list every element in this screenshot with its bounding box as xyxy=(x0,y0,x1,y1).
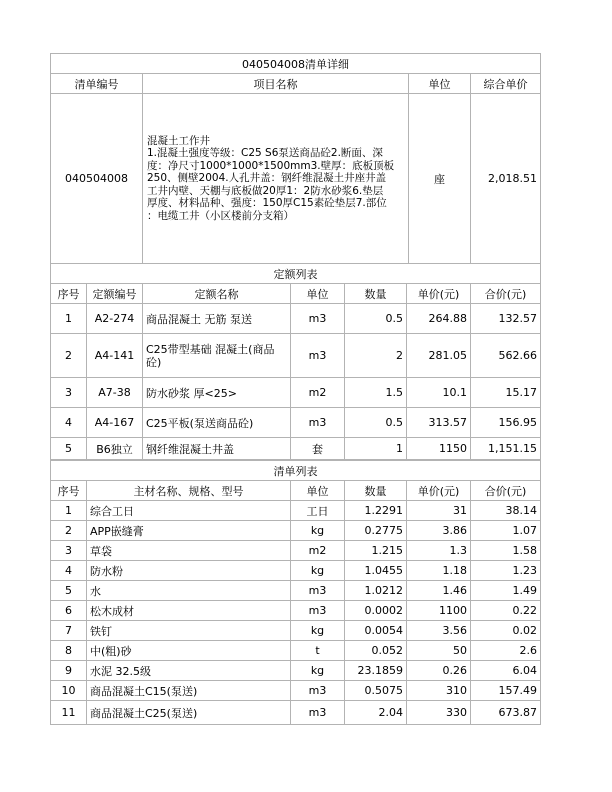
cell-name: 钢纤维混凝土井盖 xyxy=(143,438,291,460)
cell-name: 商品混凝土C25(泵送) xyxy=(87,701,291,725)
bill-item-header-table xyxy=(50,53,541,264)
cell-no: 1 xyxy=(51,304,87,334)
cell-total: 2.6 xyxy=(471,641,541,661)
cell-unit: kg xyxy=(291,661,345,681)
table-row xyxy=(51,681,541,701)
cell-code: B6独立 xyxy=(87,438,143,460)
table-row xyxy=(51,378,541,408)
description-line: 混凝土工作井 xyxy=(147,134,210,147)
cell-no: 9 xyxy=(51,661,87,681)
materials-header-no: 序号 xyxy=(51,481,87,501)
cell-price: 1.18 xyxy=(407,561,471,581)
table-row xyxy=(51,438,541,460)
materials-table xyxy=(50,460,541,725)
quota-header-no: 序号 xyxy=(51,284,87,304)
cell-name: 商品混凝土 无筋 泵送 xyxy=(143,304,291,334)
quota-header-price: 单价(元) xyxy=(407,284,471,304)
cell-name: APP嵌缝膏 xyxy=(87,521,291,541)
cell-price: 10.1 xyxy=(407,378,471,408)
materials-header-total: 合价(元) xyxy=(471,481,541,501)
cell-unit: m2 xyxy=(291,378,345,408)
materials-section-title: 清单列表 xyxy=(51,461,541,481)
description-line: ：电缆工井（小区楼前分支箱） xyxy=(147,209,294,222)
cell-price: 310 xyxy=(407,681,471,701)
cell-qty: 1.5 xyxy=(345,378,407,408)
cell-qty: 1.215 xyxy=(345,541,407,561)
cell-price: 264.88 xyxy=(407,304,471,334)
cell-price: 313.57 xyxy=(407,408,471,438)
description-line: 厚度、材料品种、强度：150厚C15素砼垫层7.部位 xyxy=(147,197,387,210)
cell-qty: 23.1859 xyxy=(345,661,407,681)
cell-name: C25带型基础 混凝土(商品砼) xyxy=(143,334,291,378)
cell-price: 50 xyxy=(407,641,471,661)
cell-no: 8 xyxy=(51,641,87,661)
cell-total: 38.14 xyxy=(471,501,541,521)
col-header-price: 综合单价 xyxy=(471,74,541,94)
cell-no: 11 xyxy=(51,701,87,725)
cell-no: 2 xyxy=(51,521,87,541)
cell-price: 281.05 xyxy=(407,334,471,378)
table-row xyxy=(51,621,541,641)
cell-unit: kg xyxy=(291,561,345,581)
cell-unit: 套 xyxy=(291,438,345,460)
materials-header-qty: 数量 xyxy=(345,481,407,501)
cell-unit: m2 xyxy=(291,541,345,561)
cell-total: 0.22 xyxy=(471,601,541,621)
cell-price: 330 xyxy=(407,701,471,725)
table-row xyxy=(51,521,541,541)
cell-qty: 0.0054 xyxy=(345,621,407,641)
cell-name: 草袋 xyxy=(87,541,291,561)
cell-unit: m3 xyxy=(291,581,345,601)
cell-no: 10 xyxy=(51,681,87,701)
table-row xyxy=(51,501,541,521)
description-line: 1.混凝土强度等级：C25 S6泵送商品砼2.断面、深 xyxy=(147,147,383,160)
cell-total: 673.87 xyxy=(471,701,541,725)
table-row xyxy=(51,581,541,601)
table-row xyxy=(51,334,541,378)
description-line: 250、侧壁2004.人孔井盖：钢纤维混凝土井座井盖 xyxy=(147,172,387,185)
cell-qty: 0.5075 xyxy=(345,681,407,701)
cell-unit: 工日 xyxy=(291,501,345,521)
cell-no: 3 xyxy=(51,541,87,561)
cell-no: 3 xyxy=(51,378,87,408)
cell-total: 156.95 xyxy=(471,408,541,438)
cell-name: C25平板(泵送商品砼) xyxy=(143,408,291,438)
cell-code: A4-141 xyxy=(87,334,143,378)
quota-header-total: 合价(元) xyxy=(471,284,541,304)
cell-total: 1,151.15 xyxy=(471,438,541,460)
cell-price: 3.56 xyxy=(407,621,471,641)
description-line: 度：净尺寸1000*1000*1500mm3.壁厚：底板顶板 xyxy=(147,159,395,172)
cell-unit: kg xyxy=(291,621,345,641)
cell-code: A7-38 xyxy=(87,378,143,408)
cell-unit: m3 xyxy=(291,408,345,438)
col-header-code: 清单编号 xyxy=(51,74,143,94)
cell-qty: 0.5 xyxy=(345,408,407,438)
materials-header-price: 单价(元) xyxy=(407,481,471,501)
materials-header-unit: 单位 xyxy=(291,481,345,501)
cell-no: 4 xyxy=(51,408,87,438)
bill-description xyxy=(143,94,409,264)
cell-price: 1100 xyxy=(407,601,471,621)
table-row xyxy=(51,661,541,681)
cell-unit: m3 xyxy=(291,701,345,725)
cell-unit: m3 xyxy=(291,681,345,701)
cell-unit: t xyxy=(291,641,345,661)
cell-qty: 2.04 xyxy=(345,701,407,725)
cell-total: 1.49 xyxy=(471,581,541,601)
table-row xyxy=(51,541,541,561)
cell-unit: m3 xyxy=(291,601,345,621)
quota-header-name: 定额名称 xyxy=(143,284,291,304)
bill-title: 040504008清单详细 xyxy=(51,54,541,74)
table-row xyxy=(51,408,541,438)
table-row xyxy=(51,304,541,334)
cell-no: 6 xyxy=(51,601,87,621)
quota-header-unit: 单位 xyxy=(291,284,345,304)
quota-section-title: 定额列表 xyxy=(51,264,541,284)
cell-name: 防水粉 xyxy=(87,561,291,581)
table-row xyxy=(51,641,541,661)
cell-qty: 0.052 xyxy=(345,641,407,661)
description-line: 工井内壁、天棚与底板做20厚1：2防水砂浆6.垫层 xyxy=(147,184,384,197)
cell-no: 5 xyxy=(51,438,87,460)
cell-total: 1.58 xyxy=(471,541,541,561)
col-header-unit: 单位 xyxy=(409,74,471,94)
bill-price: 2,018.51 xyxy=(471,94,541,264)
cell-name: 防水砂浆 厚<25> xyxy=(143,378,291,408)
cell-no: 5 xyxy=(51,581,87,601)
cell-unit: m3 xyxy=(291,334,345,378)
bill-code: 040504008 xyxy=(51,94,143,264)
cell-qty: 1.2291 xyxy=(345,501,407,521)
cell-no: 1 xyxy=(51,501,87,521)
quota-table xyxy=(50,263,541,460)
quota-header-code: 定额编号 xyxy=(87,284,143,304)
cell-price: 31 xyxy=(407,501,471,521)
cell-qty: 1.0212 xyxy=(345,581,407,601)
quota-header-qty: 数量 xyxy=(345,284,407,304)
col-header-name: 项目名称 xyxy=(143,74,409,94)
cell-total: 562.66 xyxy=(471,334,541,378)
cell-name: 水泥 32.5级 xyxy=(87,661,291,681)
cell-total: 132.57 xyxy=(471,304,541,334)
cell-qty: 2 xyxy=(345,334,407,378)
cell-total: 6.04 xyxy=(471,661,541,681)
cell-unit: m3 xyxy=(291,304,345,334)
cell-no: 2 xyxy=(51,334,87,378)
cell-unit: kg xyxy=(291,521,345,541)
cell-code: A4-167 xyxy=(87,408,143,438)
cell-qty: 1.0455 xyxy=(345,561,407,581)
cell-qty: 0.0002 xyxy=(345,601,407,621)
cell-name: 水 xyxy=(87,581,291,601)
cell-name: 铁钉 xyxy=(87,621,291,641)
cell-price: 1.46 xyxy=(407,581,471,601)
cell-price: 1.3 xyxy=(407,541,471,561)
cell-total: 15.17 xyxy=(471,378,541,408)
cell-code: A2-274 xyxy=(87,304,143,334)
materials-header-name: 主材名称、规格、型号 xyxy=(87,481,291,501)
cell-total: 0.02 xyxy=(471,621,541,641)
cell-price: 3.86 xyxy=(407,521,471,541)
cell-no: 7 xyxy=(51,621,87,641)
cell-total: 157.49 xyxy=(471,681,541,701)
table-row xyxy=(51,601,541,621)
cell-price: 1150 xyxy=(407,438,471,460)
cell-total: 1.07 xyxy=(471,521,541,541)
cell-total: 1.23 xyxy=(471,561,541,581)
cell-name: 中(粗)砂 xyxy=(87,641,291,661)
cell-qty: 1 xyxy=(345,438,407,460)
cell-qty: 0.2775 xyxy=(345,521,407,541)
cell-no: 4 xyxy=(51,561,87,581)
cell-qty: 0.5 xyxy=(345,304,407,334)
cell-price: 0.26 xyxy=(407,661,471,681)
table-row xyxy=(51,561,541,581)
cell-name: 商品混凝土C15(泵送) xyxy=(87,681,291,701)
bill-unit: 座 xyxy=(409,94,471,264)
table-row xyxy=(51,701,541,725)
cell-name: 松木成材 xyxy=(87,601,291,621)
cell-name: 综合工日 xyxy=(87,501,291,521)
